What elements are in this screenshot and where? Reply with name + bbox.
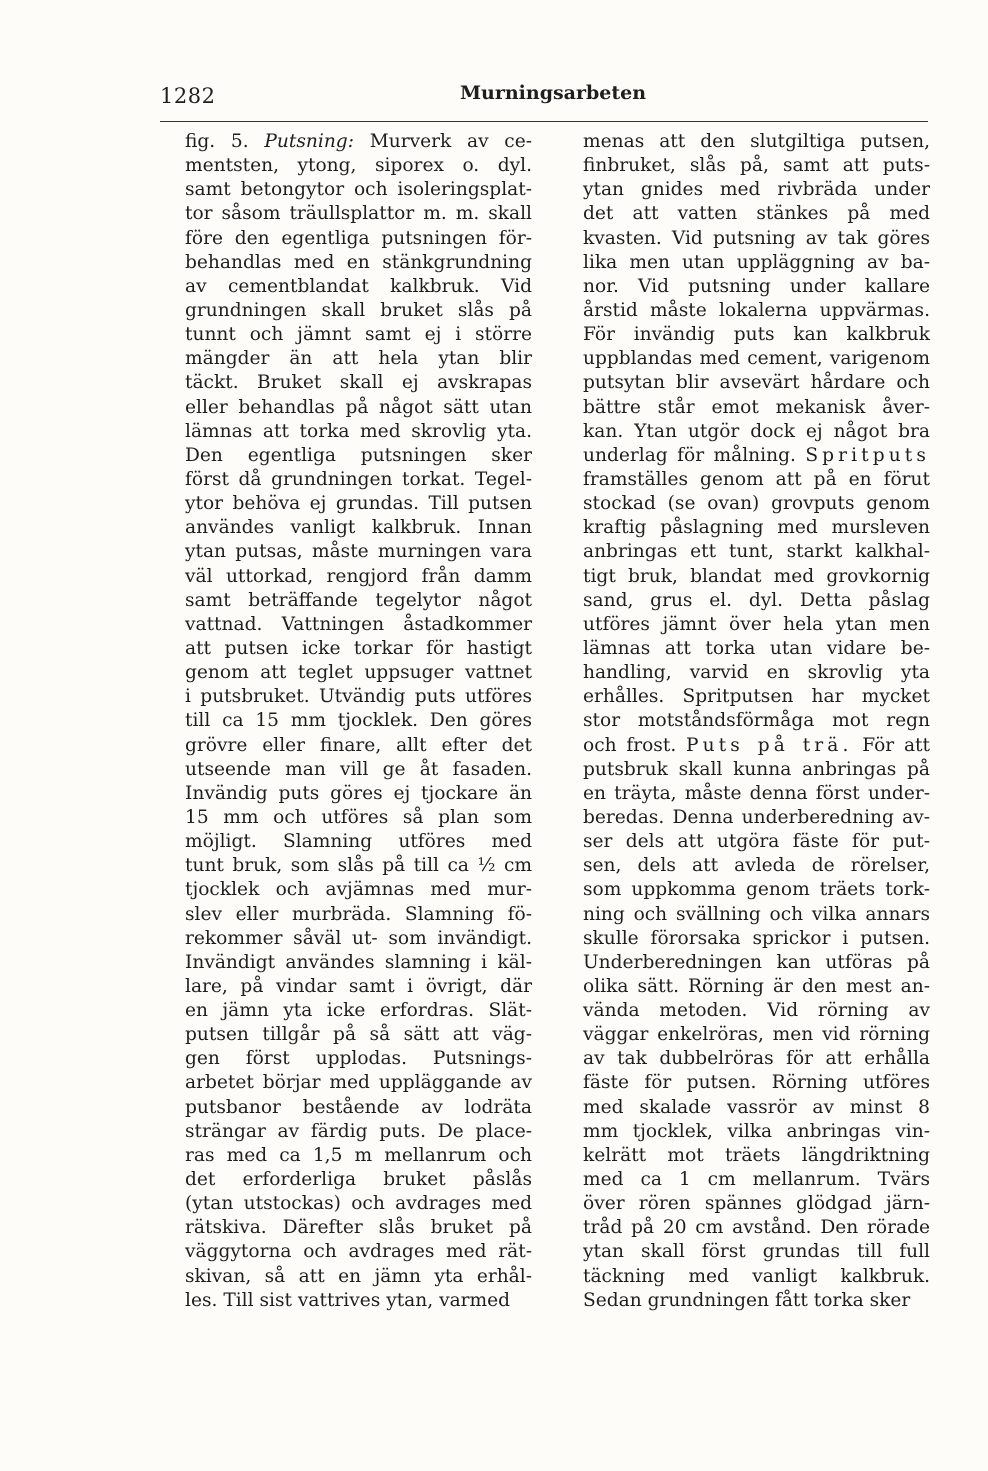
text-line: väggytorna och avdrages med rät- — [185, 1241, 532, 1263]
text-line: vattnad. Vattningen åstadkommer — [185, 613, 532, 635]
text-line: putsen tillgår på så sätt att väg- — [185, 1024, 532, 1046]
text-line: tjocklek och avjämnas med mur- — [185, 879, 532, 901]
text-line: rätskiva. Därefter slås bruket på — [185, 1217, 532, 1239]
text-line: sand, grus el. dyl. Detta påslag — [583, 589, 930, 611]
text-line: vända metoden. Vid rörning av — [583, 1000, 930, 1022]
text-line: ytan putsas, måste murningen vara — [185, 541, 532, 563]
text-line: beredas. Denna underberedning av- — [583, 806, 930, 828]
text-line: väggar enkelröras, men vid rörning — [583, 1024, 930, 1046]
text-line: fig. 5. Putsning: Murverk av ce- — [185, 131, 532, 152]
text-line: väl uttorkad, rengjord från damm — [185, 565, 532, 587]
text-line: lämnas att torka utan vidare be- — [583, 637, 930, 659]
text-line: skulle förorsaka sprickor i putsen. — [583, 927, 930, 949]
text-line: putsbanor bestående av lodräta — [185, 1096, 532, 1118]
text-line: ytan gnides med rivbräda under — [583, 179, 930, 201]
text-line: putsytan blir avsevärt hårdare och — [583, 372, 930, 394]
page-number: 1282 — [160, 84, 216, 108]
text-line: behandlas med en stänkgrundning — [185, 251, 532, 273]
text-line: lika men utan uppläggning av ba- — [583, 251, 930, 273]
text-line: av tak dubbelröras för att erhålla — [583, 1048, 930, 1070]
text-line: mm tjocklek, vilka anbringas vin- — [583, 1120, 930, 1142]
text-line: användes vanligt kalkbruk. Innan — [185, 517, 532, 539]
text-line: ras med ca 1,5 m mellanrum och — [185, 1144, 532, 1166]
text-line: samt beträffande tegelytor något — [185, 589, 532, 611]
running-title: Murningsarbeten — [460, 82, 647, 104]
right-text-column — [583, 130, 930, 1313]
text-line: det erforderliga bruket påslås — [185, 1169, 532, 1191]
text-line: möjligt. Slamning utföres med — [185, 831, 532, 853]
text-line: med skalade vassrör av minst 8 — [583, 1096, 930, 1118]
text-line: Invändig puts göres ej tjockare än — [185, 782, 532, 804]
text-line: arbetet börjar med uppläggande av — [185, 1072, 532, 1094]
header-rule — [160, 121, 928, 122]
text-line: strängar av färdig puts. De place- — [185, 1120, 532, 1142]
text-line: till ca 15 mm tjocklek. Den göres — [185, 710, 532, 732]
text-line: ning och svällning och vilka annars — [583, 903, 930, 925]
text-line: ytor behöva ej grundas. Till putsen — [185, 493, 532, 515]
text-line: stor motståndsförmåga mot regn — [583, 710, 930, 732]
text-line: det att vatten stänkes på med — [583, 203, 930, 225]
text-line: grundningen skall bruket slås på — [185, 299, 532, 321]
text-line: skivan, så att en jämn yta erhål- — [185, 1265, 532, 1287]
text-line: putsbruk skall kunna anbringas på — [583, 758, 930, 780]
text-line: mängder än att hela ytan blir — [185, 348, 532, 370]
text-line: i putsbruket. Utvändig puts utföres — [185, 686, 532, 708]
text-line: att putsen icke torkar för hastigt — [185, 637, 532, 659]
text-line: kelrätt mot träets längdriktning — [583, 1144, 930, 1166]
text-line: tråd på 20 cm avstånd. Den rörade — [583, 1217, 930, 1239]
text-line: täckt. Bruket skall ej avskrapas — [185, 372, 532, 394]
text-line: gen först upplodas. Putsnings- — [185, 1048, 532, 1070]
text-line: utföres jämnt över hela ytan men — [583, 613, 930, 635]
text-line: först då grundningen torkat. Tegel- — [185, 468, 532, 490]
text-line: ser dels att utgöra fäste för put- — [583, 831, 930, 853]
text-line: uppblandas med cement, varigenom — [583, 348, 930, 370]
text-line: 15 mm och utföres så plan som — [185, 806, 532, 828]
text-line: och frost. Puts på trä. För att — [583, 734, 930, 756]
text-line: kraftig påslagning med mursleven — [583, 517, 930, 539]
text-line: genom att teglet uppsuger vattnet — [185, 662, 532, 684]
text-line: av cementblandat kalkbruk. Vid — [185, 275, 532, 297]
spaced-heading: Puts på trä. — [686, 734, 853, 756]
text-line: eller behandlas på något sätt utan — [185, 396, 532, 418]
spaced-heading: Spritputs — [805, 444, 930, 466]
text-line: tor såsom träullsplattor m. m. skall — [185, 203, 532, 225]
text-line: mentsten, ytong, siporex o. dyl. — [185, 155, 532, 177]
text-line: slev eller murbräda. Slamning fö- — [185, 903, 532, 925]
page-header — [160, 80, 930, 120]
text-line: erhålles. Spritputsen har mycket — [583, 686, 930, 708]
text-line: Sedan grundningen fått torka sker — [583, 1289, 911, 1311]
text-line: anbringas ett tunt, starkt kalkhal- — [583, 541, 930, 563]
text-line: över rören spännes glödgad järn- — [583, 1193, 930, 1215]
text-line: rekommer såväl ut- som invändigt. — [185, 927, 532, 949]
text-line: tigt bruk, blandat med grovkornig — [583, 565, 930, 587]
text-line: Den egentliga putsningen sker — [185, 444, 532, 466]
text-line: (ytan utstockas) och avdrages med — [185, 1193, 532, 1215]
text-line: som uppkomma genom träets tork- — [583, 879, 930, 901]
text-line: en träyta, måste denna först under- — [583, 782, 930, 804]
left-text-column — [185, 130, 532, 1313]
text-line: med ca 1 cm mellanrum. Tvärs — [583, 1169, 930, 1191]
text-line: kan. Ytan utgör dock ej något bra — [583, 420, 930, 442]
text-line: fäste för putsen. Rörning utföres — [583, 1072, 930, 1094]
text-line: menas att den slutgiltiga putsen, — [583, 131, 930, 152]
text-line: en jämn yta icke erfordras. Slät- — [185, 1000, 532, 1022]
text-line: utseende man vill ge åt fasaden. — [185, 758, 532, 780]
text-line: tunt bruk, som slås på till ca ½ cm — [185, 855, 532, 877]
text-line: För invändig puts kan kalkbruk — [583, 324, 930, 346]
text-line: sen, dels att avleda de rörelser, — [583, 855, 930, 877]
text-line: handling, varvid en skrovlig yta — [583, 662, 930, 684]
text-line: nor. Vid putsning under kallare — [583, 275, 930, 297]
text-line: samt betongytor och isoleringsplat- — [185, 179, 532, 201]
text-line: finbruket, slås på, samt att puts- — [583, 155, 930, 177]
text-line: kvasten. Vid putsning av tak göres — [583, 227, 930, 249]
text-line: lare, på vindar samt i övrigt, där — [185, 975, 532, 997]
text-line: tunnt och jämnt samt ej i större — [185, 324, 532, 346]
text-line: Underberedningen kan utföras på — [583, 951, 930, 973]
italic-heading: Putsning: — [264, 131, 354, 152]
text-line: före den egentliga putsningen för- — [185, 227, 532, 249]
text-line: årstid måste lokalerna uppvärmas. — [583, 299, 930, 321]
text-line: olika sätt. Rörning är den mest an- — [583, 975, 930, 997]
text-line: lämnas att torka med skrovlig yta. — [185, 420, 532, 442]
text-line: les. Till sist vattrives ytan, varmed — [185, 1289, 511, 1311]
text-line: underlag för målning. Spritputs — [583, 444, 930, 466]
text-line: bättre står emot mekanisk åver- — [583, 396, 930, 418]
text-line: täckning med vanligt kalkbruk. — [583, 1265, 930, 1287]
text-line: framställes genom att på en förut — [583, 468, 930, 490]
text-line: Invändigt användes slamning i käl- — [185, 951, 532, 973]
text-line: grövre eller finare, allt efter det — [185, 734, 532, 756]
text-line: stockad (se ovan) grovputs genom — [583, 493, 930, 515]
text-line: ytan skall först grundas till full — [583, 1241, 930, 1263]
